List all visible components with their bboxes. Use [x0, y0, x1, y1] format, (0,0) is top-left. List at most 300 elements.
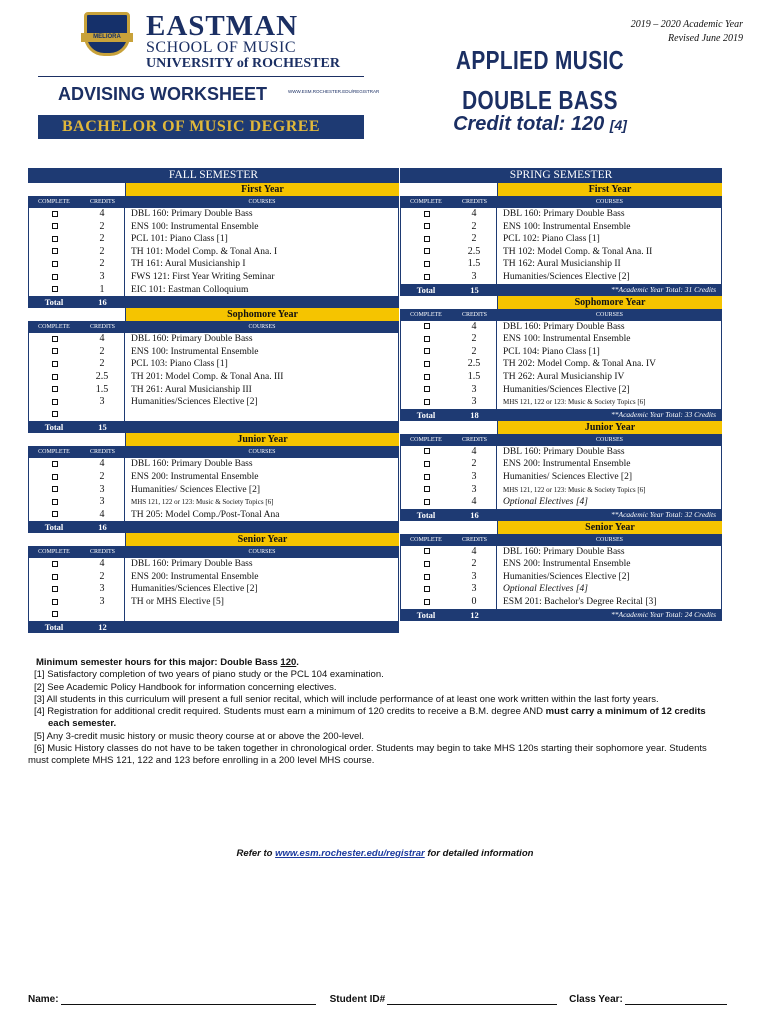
checkbox-icon[interactable] — [52, 236, 58, 242]
fall-year-block — [28, 308, 399, 433]
checkbox-icon[interactable] — [424, 323, 430, 329]
checkbox-icon[interactable] — [52, 399, 58, 405]
complete-cell — [28, 384, 80, 397]
complete-cell — [400, 458, 452, 471]
table-row — [28, 371, 399, 384]
minimum-hours-note: Minimum semester hours for this major: Double Bass 120. — [36, 657, 299, 668]
course-cell: MHS 121, 122 or 123: Music & Society Topics [6] — [125, 496, 399, 509]
complete-cell — [400, 596, 452, 609]
checkbox-icon[interactable] — [52, 499, 58, 505]
course-cell: ENS 100: Instrumental Ensemble — [125, 346, 399, 359]
complete-cell — [28, 346, 80, 359]
courses-column-label: COURSES — [497, 309, 722, 321]
total-label: Total — [28, 521, 80, 533]
minimum-hours-value: 120 — [280, 657, 297, 668]
courses-column-label: COURSES — [497, 196, 722, 208]
complete-cell — [400, 246, 452, 259]
credits-cell: 4 — [80, 458, 125, 471]
total-credits: 16 — [80, 521, 125, 533]
course-cell: DBL 160: Primary Double Bass — [497, 321, 722, 334]
credits-cell: 2.5 — [452, 358, 497, 371]
student-id-field[interactable] — [387, 994, 557, 1005]
table-row — [28, 284, 399, 297]
fall-year-block — [28, 183, 399, 308]
course-cell — [125, 409, 399, 422]
course-cell: FWS 121: First Year Writing Seminar — [125, 271, 399, 284]
checkbox-icon[interactable] — [424, 574, 430, 580]
credits-cell: 2.5 — [80, 371, 125, 384]
complete-cell — [28, 371, 80, 384]
complete-cell — [28, 496, 80, 509]
major-title — [444, 40, 636, 120]
table-row — [400, 458, 722, 471]
academic-year-total-note: **Academic Year Total: 33 Credits — [610, 409, 716, 419]
credits-cell: 3 — [452, 484, 497, 497]
table-row — [400, 396, 722, 409]
checkbox-icon[interactable] — [52, 611, 58, 617]
table-row — [400, 471, 722, 484]
credits-column-label: CREDITS — [452, 196, 497, 208]
course-cell: MHS 121, 122 or 123: Music & Society Topics [6] — [497, 396, 722, 409]
checkbox-icon[interactable] — [52, 599, 58, 605]
credits-cell: 2.5 — [452, 246, 497, 259]
column-labels — [400, 309, 722, 321]
credits-cell: 1.5 — [80, 384, 125, 397]
complete-cell — [400, 396, 452, 409]
class-year-label: Class Year: — [569, 994, 623, 1005]
complete-cell — [400, 484, 452, 497]
checkbox-icon[interactable] — [52, 211, 58, 217]
checkbox-icon[interactable] — [424, 599, 430, 605]
complete-cell — [28, 233, 80, 246]
complete-cell — [400, 446, 452, 459]
course-cell: TH 162: Aural Musicianship II — [497, 258, 722, 271]
course-cell: TH 202: Model Comp. & Tonal Ana. IV — [497, 358, 722, 371]
checkbox-icon[interactable] — [52, 511, 58, 517]
checkbox-icon[interactable] — [424, 336, 430, 342]
credits-cell: 1.5 — [452, 371, 497, 384]
year-header: Junior Year — [125, 433, 399, 446]
checkbox-icon[interactable] — [52, 348, 58, 354]
course-cell: ENS 100: Instrumental Ensemble — [125, 221, 399, 234]
total-row — [28, 296, 399, 308]
course-cell: TH 261: Aural Musicianship III — [125, 384, 399, 397]
course-cell: ENS 200: Instrumental Ensemble — [125, 571, 399, 584]
credits-cell: 2 — [452, 221, 497, 234]
column-labels — [28, 546, 399, 558]
credits-cell: 2 — [80, 233, 125, 246]
table-row — [28, 571, 399, 584]
footnote-5: [5] Any 3-credit music history or music theory course at or above the 200-level. — [34, 730, 365, 742]
academic-year-total-note: **Academic Year Total: 32 Credits — [610, 509, 716, 519]
credits-cell: 4 — [80, 509, 125, 522]
checkbox-icon[interactable] — [52, 361, 58, 367]
complete-cell — [28, 583, 80, 596]
table-row — [28, 484, 399, 497]
courses-column-label: COURSES — [497, 434, 722, 446]
checkbox-icon[interactable] — [424, 561, 430, 567]
table-row — [400, 371, 722, 384]
course-cell: TH 262: Aural Musicianship IV — [497, 371, 722, 384]
checkbox-icon[interactable] — [424, 461, 430, 467]
complete-cell — [28, 596, 80, 609]
table-row — [28, 258, 399, 271]
school-subtitle: SCHOOL OF MUSIC — [146, 39, 297, 56]
credits-cell: 3 — [452, 396, 497, 409]
course-cell: Humanities/Sciences Elective [2] — [497, 571, 722, 584]
table-row — [28, 233, 399, 246]
complete-cell — [400, 346, 452, 359]
complete-cell — [400, 371, 452, 384]
complete-cell — [28, 471, 80, 484]
course-cell: Humanities/Sciences Elective [2] — [497, 384, 722, 397]
total-label: Total — [28, 621, 80, 633]
checkbox-icon[interactable] — [424, 499, 430, 505]
complete-cell — [28, 271, 80, 284]
table-row — [28, 358, 399, 371]
academic-year: 2019 – 2020 Academic Year — [630, 19, 743, 30]
checkbox-icon[interactable] — [52, 248, 58, 254]
table-row — [28, 496, 399, 509]
credits-cell: 2 — [80, 571, 125, 584]
complete-cell — [28, 208, 80, 221]
advising-worksheet-title: ADVISING WORKSHEET — [58, 84, 268, 104]
advising-url: WWW.ESM.ROCHESTER.EDU/REGISTRAR — [288, 89, 380, 94]
course-cell — [125, 609, 399, 622]
table-row — [28, 509, 399, 522]
table-row — [400, 333, 722, 346]
footnote-4 — [28, 706, 728, 718]
total-row — [400, 509, 722, 521]
footnote-2: [2] See Academic Policy Handbook for information concerning electives. — [34, 681, 337, 693]
table-row — [400, 258, 722, 271]
table-row — [28, 221, 399, 234]
course-cell: DBL 160: Primary Double Bass — [125, 458, 399, 471]
academic-year-total-note: **Academic Year Total: 24 Credits — [610, 609, 716, 619]
complete-column-label: COMPLETE — [400, 434, 452, 446]
course-cell: Humanities/Sciences Elective [2] — [125, 396, 399, 409]
credits-cell: 4 — [452, 446, 497, 459]
complete-cell — [400, 571, 452, 584]
checkbox-icon[interactable] — [424, 261, 430, 267]
credits-cell: 2 — [452, 233, 497, 246]
checkbox-icon[interactable] — [52, 461, 58, 467]
course-cell: Humanities/ Sciences Elective [2] — [497, 471, 722, 484]
checkbox-icon[interactable] — [52, 486, 58, 492]
year-header: First Year — [125, 183, 399, 196]
academic-year-info — [631, 18, 743, 46]
year-header: Senior Year — [497, 521, 722, 534]
total-label: Total — [400, 284, 452, 296]
year-header: Junior Year — [497, 421, 722, 434]
credits-cell: 1.5 — [452, 258, 497, 271]
table-row — [400, 321, 722, 334]
total-label: Total — [400, 409, 452, 421]
fall-year-block — [28, 433, 399, 533]
academic-year-total-note — [125, 621, 399, 633]
credits-cell: 2 — [80, 246, 125, 259]
credits-cell: 2 — [452, 346, 497, 359]
credits-cell: 2 — [452, 558, 497, 571]
checkbox-icon[interactable] — [52, 286, 58, 292]
course-cell: ENS 200: Instrumental Ensemble — [497, 558, 722, 571]
checkbox-icon[interactable] — [424, 348, 430, 354]
complete-cell — [400, 271, 452, 284]
credits-column-label: CREDITS — [452, 534, 497, 546]
credit-total-note: [4] — [609, 117, 627, 133]
table-row — [400, 546, 722, 559]
credits-cell: 4 — [452, 321, 497, 334]
footnotes — [28, 657, 728, 768]
column-labels — [28, 446, 399, 458]
complete-cell — [400, 583, 452, 596]
table-row — [28, 409, 399, 422]
course-cell: DBL 160: Primary Double Bass — [125, 558, 399, 571]
checkbox-icon[interactable] — [52, 386, 58, 392]
course-cell: TH or MHS Elective [5] — [125, 596, 399, 609]
table-row — [400, 384, 722, 397]
table-row — [28, 208, 399, 221]
checkbox-icon[interactable] — [424, 374, 430, 380]
credits-cell: 2 — [80, 258, 125, 271]
checkbox-icon[interactable] — [52, 374, 58, 380]
complete-cell — [400, 208, 452, 221]
table-row — [28, 384, 399, 397]
degree-banner: BACHELOR OF MUSIC DEGREE — [38, 115, 364, 139]
complete-cell — [28, 571, 80, 584]
total-row — [28, 521, 399, 533]
table-row — [400, 271, 722, 284]
checkbox-icon[interactable] — [424, 211, 430, 217]
total-label: Total — [400, 509, 452, 521]
complete-column-label: COMPLETE — [400, 534, 452, 546]
credits-cell: 4 — [452, 496, 497, 509]
checkbox-icon[interactable] — [424, 223, 430, 229]
table-row — [28, 596, 399, 609]
table-row — [28, 583, 399, 596]
checkbox-icon[interactable] — [424, 361, 430, 367]
year-header: Senior Year — [125, 533, 399, 546]
complete-column-label: COMPLETE — [28, 321, 80, 333]
class-year-field[interactable] — [625, 994, 727, 1005]
spring-year-block — [400, 421, 722, 521]
footnote-4-text: [4] Registration for additional credit required. Students must earn a minimum of 120 credits to receive a B.M. degree AND — [34, 706, 546, 718]
credit-total-value: Credit total: 120 — [453, 113, 605, 135]
course-cell: PCL 103: Piano Class [1] — [125, 358, 399, 371]
course-cell: ESM 201: Bachelor's Degree Recital [3] — [497, 596, 722, 609]
complete-cell — [28, 396, 80, 409]
fall-year-block — [28, 533, 399, 633]
footnote-6-continued: must complete MHS 121, 122 and 123 before enrolling in a 200 level MHS course. — [28, 755, 375, 767]
course-cell: ENS 200: Instrumental Ensemble — [497, 458, 722, 471]
course-cell: TH 205: Model Comp./Post-Tonal Ana — [125, 509, 399, 522]
complete-column-label: COMPLETE — [400, 309, 452, 321]
complete-cell — [28, 609, 80, 622]
total-credits: 12 — [80, 621, 125, 633]
table-row — [400, 208, 722, 221]
checkbox-icon[interactable] — [424, 386, 430, 392]
credits-cell: 2 — [452, 458, 497, 471]
checkbox-icon[interactable] — [52, 336, 58, 342]
table-row — [28, 333, 399, 346]
complete-cell — [28, 509, 80, 522]
academic-year-total-note: **Academic Year Total: 31 Credits — [610, 284, 716, 294]
course-cell: Humanities/Sciences Elective [2] — [497, 271, 722, 284]
academic-year-total-note — [125, 296, 399, 308]
credits-cell: 0 — [452, 596, 497, 609]
year-header: Sophomore Year — [125, 308, 399, 321]
credits-cell: 2 — [80, 358, 125, 371]
credits-column-label: CREDITS — [80, 196, 125, 208]
checkbox-icon[interactable] — [52, 411, 58, 417]
credits-cell: 2 — [452, 333, 497, 346]
courses-column-label: COURSES — [497, 534, 722, 546]
credits-cell: 3 — [452, 384, 497, 397]
credits-cell: 4 — [452, 208, 497, 221]
table-row — [400, 446, 722, 459]
credits-cell: 3 — [80, 271, 125, 284]
course-cell: DBL 160: Primary Double Bass — [125, 333, 399, 346]
credits-cell: 3 — [452, 571, 497, 584]
column-labels — [400, 196, 722, 208]
footnote-6: [6] Music History classes do not have to be taken together in chronological order. Students may begin to take MHS 120s starting their sophomore year. Students — [34, 743, 707, 755]
checkbox-icon[interactable] — [424, 248, 430, 254]
complete-cell — [28, 558, 80, 571]
checkbox-icon[interactable] — [424, 448, 430, 454]
course-cell: DBL 160: Primary Double Bass — [497, 446, 722, 459]
table-row — [400, 484, 722, 497]
course-cell: TH 201: Model Comp. & Tonal Ana. III — [125, 371, 399, 384]
complete-column-label: COMPLETE — [28, 196, 80, 208]
refer-prefix: Refer to — [236, 848, 276, 859]
checkbox-icon[interactable] — [424, 274, 430, 280]
table-row — [400, 221, 722, 234]
year-header: First Year — [497, 183, 722, 196]
total-row — [28, 621, 399, 633]
checkbox-icon[interactable] — [424, 586, 430, 592]
total-credits: 16 — [452, 509, 497, 521]
total-credits: 15 — [80, 421, 125, 433]
total-label: Total — [28, 421, 80, 433]
table-row — [400, 583, 722, 596]
checkbox-icon[interactable] — [52, 561, 58, 567]
complete-cell — [28, 221, 80, 234]
header-divider — [38, 76, 364, 77]
credits-cell: 4 — [80, 333, 125, 346]
credits-cell: 3 — [452, 583, 497, 596]
registrar-link[interactable]: www.esm.rochester.edu/registrar — [275, 848, 425, 859]
credits-cell: 2 — [80, 471, 125, 484]
complete-column-label: COMPLETE — [400, 196, 452, 208]
credits-cell — [80, 609, 125, 622]
checkbox-icon[interactable] — [424, 548, 430, 554]
courses-column-label: COURSES — [125, 196, 399, 208]
school-name: EASTMAN — [146, 10, 299, 42]
table-row — [28, 609, 399, 622]
course-cell: ENS 100: Instrumental Ensemble — [497, 333, 722, 346]
column-labels — [400, 434, 722, 446]
complete-cell — [400, 333, 452, 346]
table-row — [28, 246, 399, 259]
course-cell: DBL 160: Primary Double Bass — [497, 546, 722, 559]
course-cell: EIC 101: Eastman Colloquium — [125, 284, 399, 297]
table-row — [400, 346, 722, 359]
checkbox-icon[interactable] — [52, 574, 58, 580]
seal-banner: MELIORA — [81, 33, 133, 42]
refer-line — [0, 848, 770, 859]
credit-total — [420, 113, 660, 136]
credits-column-label: CREDITS — [80, 446, 125, 458]
table-row — [28, 346, 399, 359]
column-labels — [400, 534, 722, 546]
table-row — [28, 396, 399, 409]
checkbox-icon[interactable] — [52, 586, 58, 592]
complete-cell — [400, 233, 452, 246]
checkbox-icon[interactable] — [52, 274, 58, 280]
complete-cell — [400, 384, 452, 397]
checkbox-icon[interactable] — [424, 236, 430, 242]
table-row — [400, 571, 722, 584]
checkbox-icon[interactable] — [52, 261, 58, 267]
credits-column-label: CREDITS — [80, 321, 125, 333]
credits-cell: 2 — [80, 346, 125, 359]
complete-cell — [400, 496, 452, 509]
name-field[interactable] — [61, 994, 316, 1005]
course-cell: Humanities/ Sciences Elective [2] — [125, 484, 399, 497]
spring-semester-body — [400, 183, 722, 621]
checkbox-icon[interactable] — [52, 474, 58, 480]
complete-cell — [28, 333, 80, 346]
year-header: Sophomore Year — [497, 296, 722, 309]
course-cell: PCL 101: Piano Class [1] — [125, 233, 399, 246]
table-row — [28, 458, 399, 471]
total-row — [400, 409, 722, 421]
credits-cell: 4 — [452, 546, 497, 559]
table-row — [400, 596, 722, 609]
checkbox-icon[interactable] — [52, 223, 58, 229]
complete-column-label: COMPLETE — [28, 446, 80, 458]
student-id-label: Student ID# — [329, 994, 386, 1005]
table-row — [28, 558, 399, 571]
checkbox-icon[interactable] — [424, 399, 430, 405]
name-label: Name: — [28, 994, 59, 1005]
column-labels — [28, 321, 399, 333]
minimum-hours-text: Minimum semester hours for this major: Double Bass — [36, 657, 281, 668]
revised-date: Revised June 2019 — [668, 33, 743, 44]
academic-year-total-note — [125, 421, 399, 433]
course-cell: MHS 121, 122 or 123: Music & Society Topics [6] — [497, 484, 722, 497]
spring-year-block — [400, 521, 722, 621]
major-line1: APPLIED MUSIC — [455, 45, 625, 75]
total-row — [28, 421, 399, 433]
checkbox-icon[interactable] — [424, 474, 430, 480]
fall-semester-header: FALL SEMESTER — [28, 168, 399, 183]
credits-cell — [80, 409, 125, 422]
course-cell: TH 102: Model Comp. & Tonal Ana. II — [497, 246, 722, 259]
courses-column-label: COURSES — [125, 446, 399, 458]
student-id-field-group — [330, 994, 558, 1005]
credits-cell: 4 — [80, 558, 125, 571]
university-seal-logo — [84, 12, 130, 56]
university-name: UNIVERSITY of ROCHESTER — [146, 56, 340, 71]
complete-cell — [400, 358, 452, 371]
checkbox-icon[interactable] — [424, 486, 430, 492]
credits-cell: 3 — [80, 484, 125, 497]
complete-cell — [400, 258, 452, 271]
course-cell: PCL 102: Piano Class [1] — [497, 233, 722, 246]
course-cell: PCL 104: Piano Class [1] — [497, 346, 722, 359]
table-row — [400, 233, 722, 246]
